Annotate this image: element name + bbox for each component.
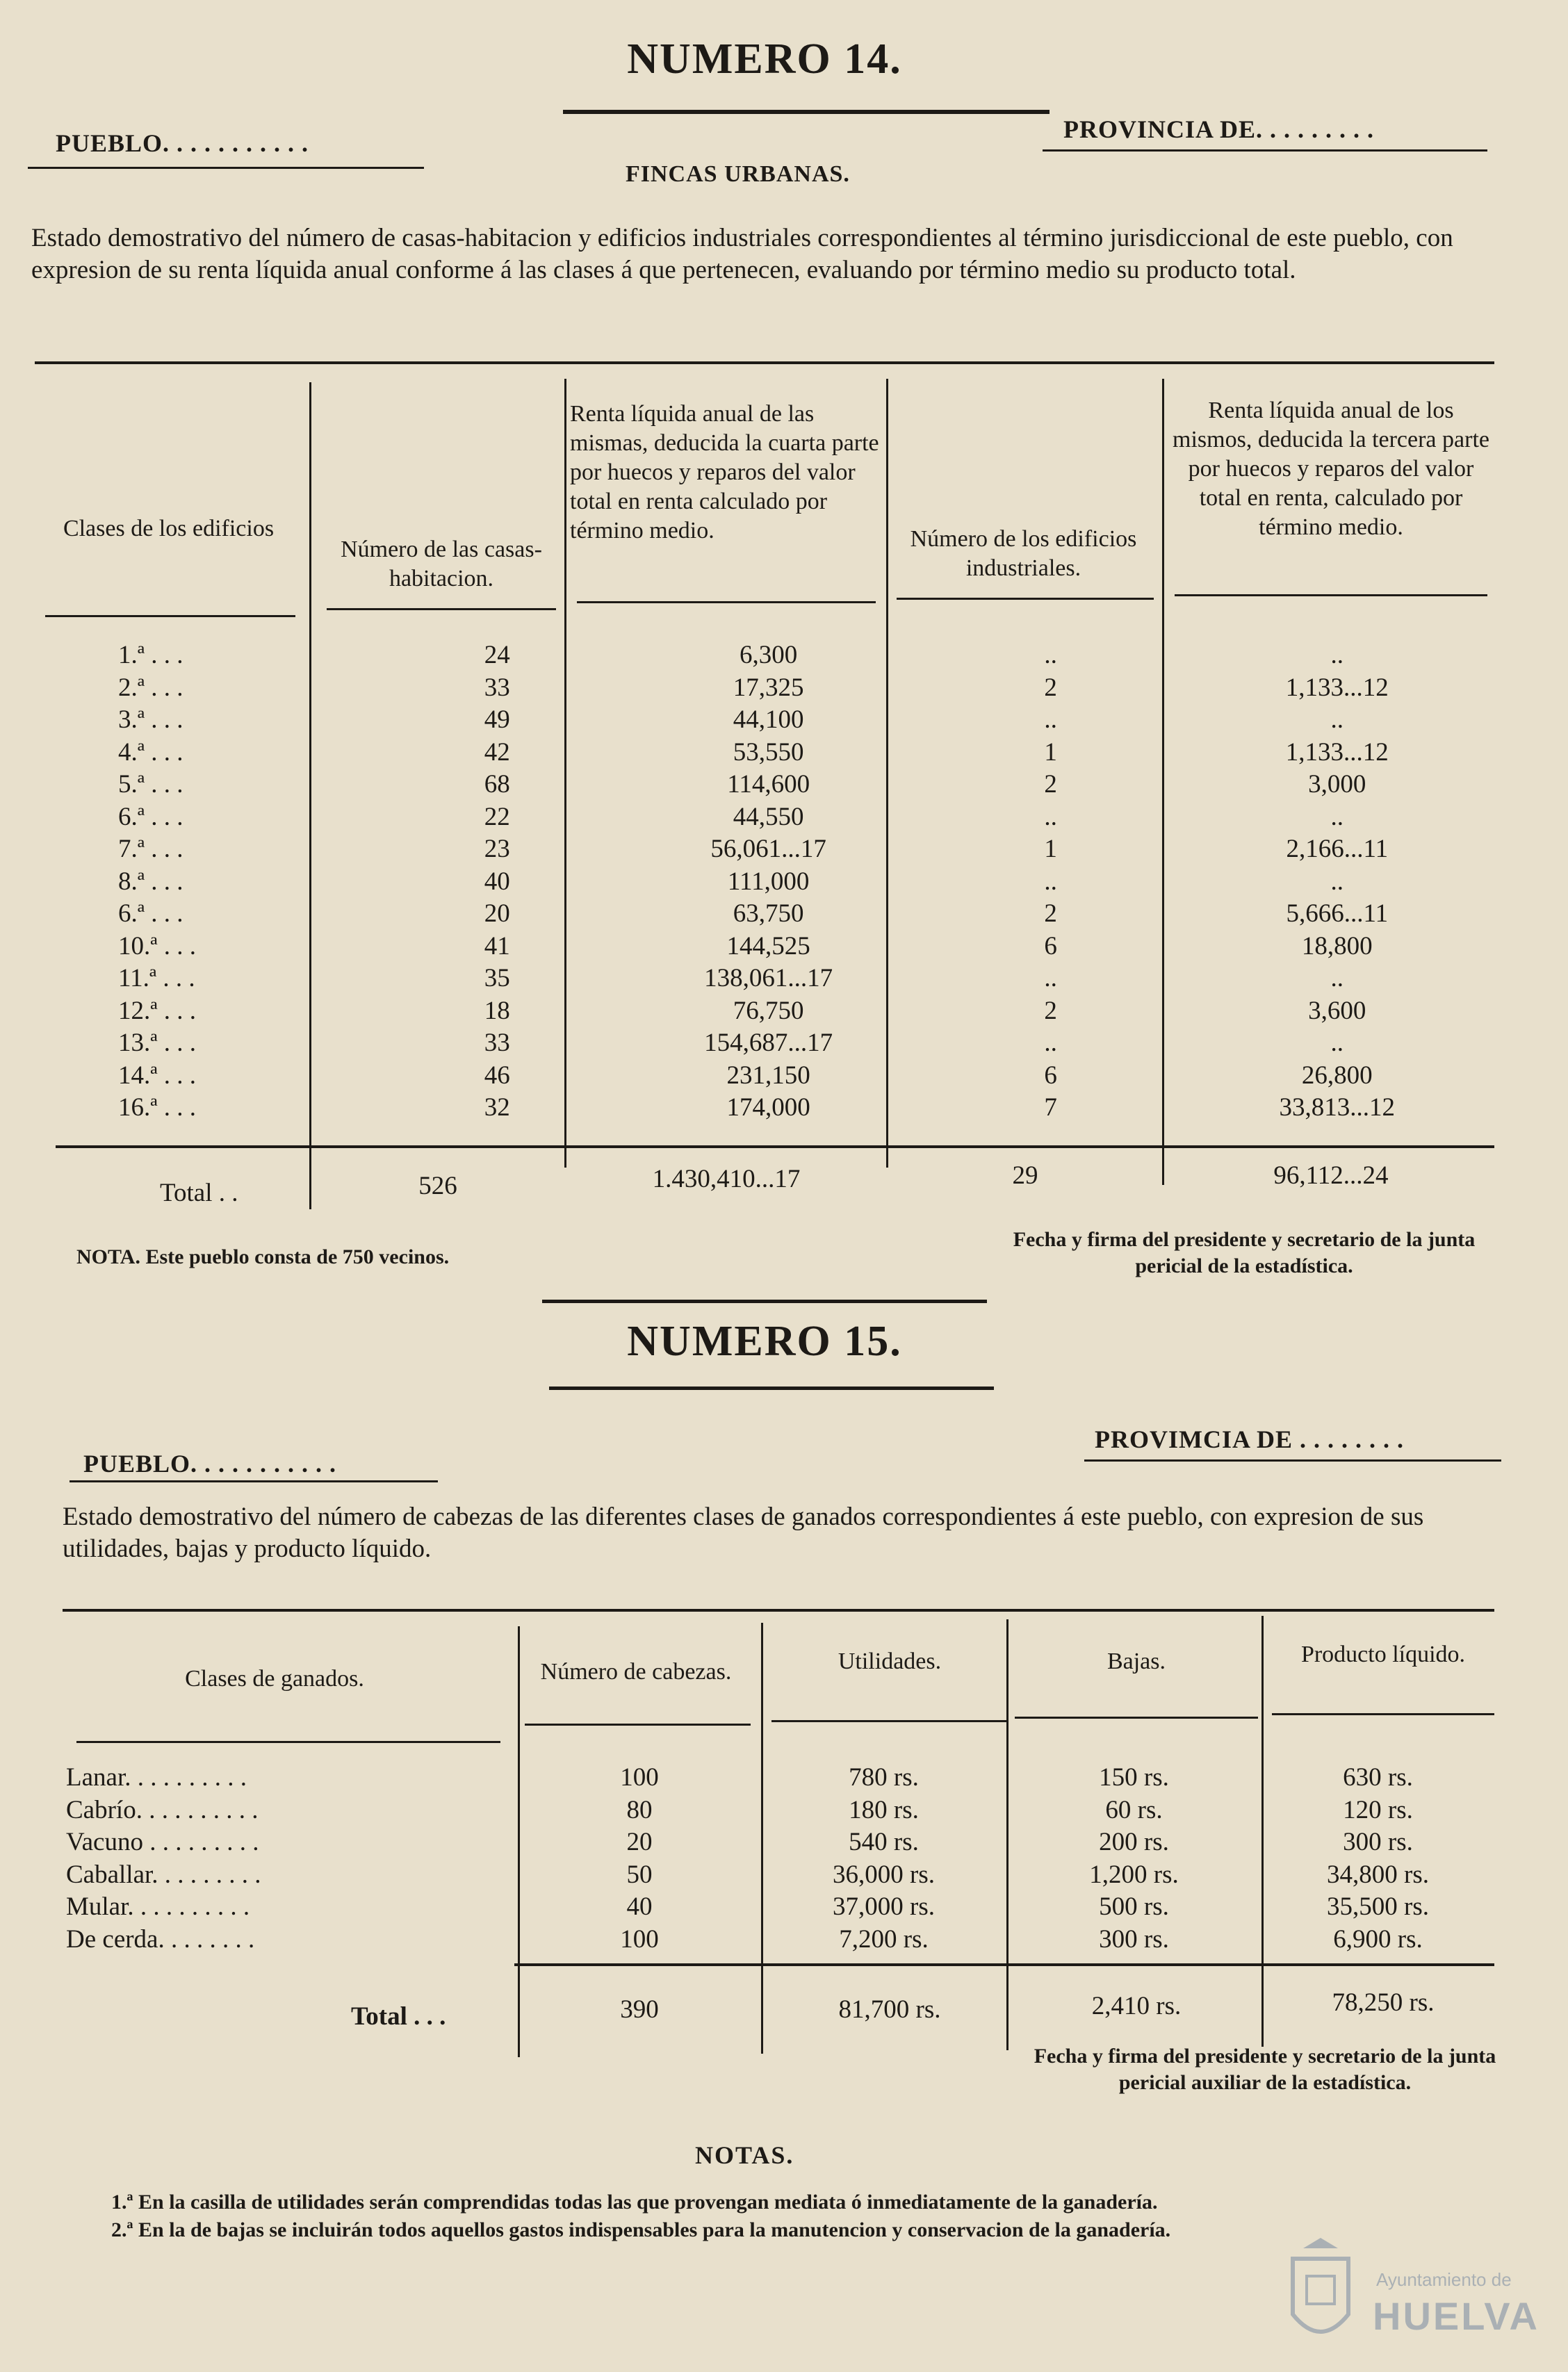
n15-cell-bajas: 200 rs.: [1099, 1828, 1169, 1856]
n15-cell-bajas: 150 rs.: [1099, 1763, 1169, 1792]
n15-cell-producto: 300 rs.: [1343, 1828, 1413, 1856]
n14-cell-renta: 144,525: [726, 931, 810, 960]
n15-nota-1: 1.ª En la casilla de utilidades serán comprendidas todas las que provengan mediata ó inmediatamente de la ganadería.: [111, 2191, 1158, 2214]
n15-cell-cabezas: 100: [620, 1924, 659, 1954]
n14-cell-renta: 6,300: [740, 641, 798, 669]
n14-title-rule: [563, 110, 1050, 114]
n15-cell-utilidades: 37,000 rs.: [833, 1892, 935, 1921]
n15-intro: Estado demostrativo del número de cabezas de las diferentes clases de ganados correspondientes á este pueblo, con expresion de sus utilidades, bajas y producto líquido.: [63, 1503, 1424, 1563]
n14-nota: NOTA. Este pueblo consta de 750 vecinos.: [76, 1245, 450, 1268]
n14-cell-casas: 33: [484, 1029, 510, 1057]
n14-total-casas: 526: [418, 1172, 457, 1200]
n14-cell-casas: 20: [484, 899, 510, 928]
n15-cell-bajas: 1,200 rs.: [1089, 1860, 1179, 1889]
n14-header-underline-3: [577, 601, 876, 603]
n15-cell-cabezas: 50: [626, 1860, 653, 1889]
n15-table-top-rule: [63, 1609, 1494, 1612]
n14-cell-renta-edif: 1,133...12: [1285, 737, 1389, 767]
n15-cell-utilidades: 780 rs.: [849, 1763, 919, 1792]
n14-cell-clase: 14.ª . . .: [118, 1061, 196, 1090]
n14-cell-clase: 7.ª . . .: [118, 835, 183, 863]
n14-cell-casas: 41: [484, 931, 510, 960]
n14-cell-clase: 8.ª . . .: [118, 867, 183, 896]
ayuntamiento-huelva-watermark: [1279, 2238, 1543, 2356]
n15-cell-producto: 6,900 rs.: [1333, 1924, 1423, 1954]
n15-cell-bajas: 500 rs.: [1099, 1892, 1169, 1921]
n14-cell-renta: 154,687...17: [704, 1029, 833, 1057]
n14-header-underline-4: [897, 598, 1154, 600]
n14-cell-edif: 1: [1044, 835, 1057, 863]
n14-cell-renta-edif: 18,800: [1301, 931, 1373, 960]
n14-cell-casas: 18: [484, 996, 510, 1025]
n15-cell-cabezas: 40: [626, 1892, 653, 1921]
n15-header-underline-4: [1015, 1717, 1258, 1719]
n14-cell-edif: ..: [1044, 1029, 1057, 1057]
n15-title-rule-top: [542, 1300, 987, 1303]
n14-table-row: [35, 801, 1494, 834]
n15-cell-clase: Vacuno . . . . . . . . .: [66, 1828, 259, 1856]
n14-total-renta: 1.430,410...17: [652, 1165, 801, 1193]
n14-cell-clase: 10.ª . . .: [118, 931, 196, 960]
n15-title-rule-bottom: [549, 1387, 994, 1390]
n15-nota-2: 2.ª En la de bajas se incluirán todos aquellos gastos indispensables para la manutencion y conservacion de la ganadería.: [111, 2218, 1171, 2241]
n15-cell-producto: 35,500 rs.: [1327, 1892, 1429, 1921]
n14-cell-casas: 46: [484, 1061, 510, 1090]
n14-table-row: [35, 672, 1494, 705]
n15-header-producto: Producto líquido.: [1300, 1642, 1466, 1667]
n15-header-underline-3: [771, 1720, 1008, 1722]
n15-cell-clase: De cerda. . . . . . . .: [66, 1924, 255, 1954]
n14-cell-renta: 53,550: [733, 737, 804, 767]
n14-provincia-label: PROVINCIA DE. . . . . . . . .: [1063, 115, 1375, 143]
n15-table-row: [66, 1924, 1494, 1956]
n14-cell-renta: 111,000: [727, 867, 810, 896]
n14-cell-casas: 24: [484, 641, 510, 669]
n14-cell-casas: 23: [484, 835, 510, 863]
n15-notas-title: NOTAS.: [695, 2141, 794, 2169]
n14-pueblo-rule: [28, 167, 424, 169]
n15-cell-producto: 120 rs.: [1343, 1795, 1413, 1824]
n15-cell-clase: Mular. . . . . . . . . .: [66, 1892, 250, 1921]
n15-table: [66, 1762, 1494, 1956]
n14-cell-edif: 2: [1044, 899, 1057, 928]
n14-cell-edif: 2: [1044, 673, 1057, 702]
n14-table-row: [35, 639, 1494, 672]
n14-table-row: [35, 1060, 1494, 1093]
n15-total-cabezas: 390: [620, 1995, 659, 2024]
n14-intro: Estado demostrativo del número de casas-habitacion y edificios industriales correspondientes al término jurisdiccional de este pueblo, con expresion de su renta líquida anual conforme á las clases á que pertenecen, evaluando por término medio su producto total.: [31, 224, 1453, 284]
n14-cell-clase: 2.ª . . .: [118, 673, 183, 702]
n14-total-renta-edif: 96,112...24: [1273, 1161, 1389, 1190]
n14-cell-edif: 6: [1044, 1061, 1057, 1090]
coat-of-arms-icon: [1279, 2238, 1362, 2356]
n15-cell-producto: 34,800 rs.: [1327, 1860, 1429, 1889]
n15-cell-bajas: 60 rs.: [1105, 1795, 1163, 1824]
n14-table-row: [35, 1027, 1494, 1060]
n15-table-row: [66, 1891, 1494, 1924]
n14-cell-renta-edif: ..: [1330, 867, 1344, 896]
n15-table-row: [66, 1826, 1494, 1859]
n14-table-row: [35, 737, 1494, 769]
n15-provincia-label: PROVIMCIA DE . . . . . . . .: [1095, 1425, 1405, 1453]
n15-cell-cabezas: 20: [626, 1828, 653, 1856]
n14-cell-renta-edif: 26,800: [1301, 1061, 1373, 1090]
watermark-text-1: Ayuntamiento de: [1376, 2269, 1512, 2290]
n15-table-bottom-rule: [514, 1963, 1494, 1966]
n14-table-row: [35, 833, 1494, 866]
n15-cell-utilidades: 7,200 rs.: [839, 1924, 929, 1954]
n14-table-top-rule: [35, 361, 1494, 364]
n14-cell-edif: 6: [1044, 931, 1057, 960]
n14-cell-edif: ..: [1044, 867, 1057, 896]
n14-header-num-casas: Número de las casas-habitacion.: [341, 537, 542, 591]
n14-cell-clase: 11.ª . . .: [118, 964, 195, 992]
n14-header-clases: Clases de los edificios: [63, 516, 275, 541]
n15-header-underline-5: [1272, 1713, 1494, 1715]
n14-cell-casas: 32: [484, 1093, 510, 1122]
n14-cell-renta-edif: ..: [1330, 1029, 1344, 1057]
n15-cell-clase: Lanar. . . . . . . . . .: [66, 1763, 247, 1792]
n14-cell-edif: 7: [1044, 1093, 1057, 1122]
n15-table-row: [66, 1859, 1494, 1892]
n14-fecha: Fecha y firma del presidente y secretario de la junta pericial de la estadística.: [1013, 1228, 1476, 1277]
n14-table-bottom-rule: [56, 1145, 1494, 1148]
n15-header-underline-1: [76, 1741, 500, 1743]
n14-cell-clase: 5.ª . . .: [118, 770, 183, 799]
n14-cell-edif: ..: [1044, 802, 1057, 831]
n14-cell-edif: 2: [1044, 770, 1057, 799]
n14-subtitle: FINCAS URBANAS.: [626, 161, 850, 187]
n14-title: NUMERO 14.: [627, 35, 902, 83]
n14-cell-edif: 1: [1044, 737, 1057, 767]
watermark-text-2: HUELVA: [1373, 2294, 1540, 2338]
n14-table-row: [35, 898, 1494, 931]
n14-table-row: [35, 963, 1494, 995]
n14-cell-renta: 231,150: [726, 1061, 810, 1090]
n15-total-bajas: 2,410 rs.: [1091, 1992, 1182, 2020]
n14-cell-renta: 63,750: [733, 899, 804, 928]
n14-cell-renta-edif: 3,000: [1308, 770, 1366, 799]
n14-cell-clase: 4.ª . . .: [118, 737, 183, 767]
n14-cell-edif: ..: [1044, 964, 1057, 992]
n14-header-num-edificios: Número de los edificios industriales.: [910, 526, 1137, 581]
n14-header-underline-1: [45, 615, 295, 617]
n14-header-underline-5: [1175, 594, 1487, 596]
n14-cell-renta-edif: ..: [1330, 802, 1344, 831]
n15-provincia-rule: [1084, 1459, 1501, 1462]
n14-pueblo-label: PUEBLO. . . . . . . . . . .: [56, 129, 309, 157]
n14-cell-renta: 138,061...17: [704, 964, 833, 992]
n14-cell-edif: ..: [1044, 705, 1057, 734]
n15-cell-utilidades: 180 rs.: [849, 1795, 919, 1824]
n15-table-row: [66, 1762, 1494, 1794]
n15-total-utilidades: 81,700 rs.: [838, 1995, 941, 2024]
n15-cell-utilidades: 540 rs.: [849, 1828, 919, 1856]
n15-pueblo-label: PUEBLO. . . . . . . . . . .: [83, 1450, 337, 1478]
n15-cell-bajas: 300 rs.: [1099, 1924, 1169, 1954]
n14-cell-clase: 6.ª . . .: [118, 802, 183, 831]
n14-total-edif: 29: [1012, 1161, 1038, 1190]
n14-header-renta-edificios: Renta líquida anual de los mismos, deducida la tercera parte por huecos y reparos del valor total en renta, calculado por término medio.: [1173, 398, 1489, 540]
n15-header-underline-2: [525, 1724, 751, 1726]
n14-cell-clase: 16.ª . . .: [118, 1093, 196, 1122]
n14-cell-clase: 13.ª . . .: [118, 1029, 196, 1057]
n15-table-row: [66, 1794, 1494, 1827]
n14-cell-renta: 114,600: [727, 770, 810, 799]
n14-cell-renta-edif: 5,666...11: [1286, 899, 1389, 928]
n15-cell-cabezas: 100: [620, 1763, 659, 1792]
n14-cell-casas: 68: [484, 770, 510, 799]
n14-cell-renta: 44,550: [733, 802, 804, 831]
n15-header-cabezas: Número de cabezas.: [540, 1659, 732, 1685]
n14-cell-casas: 22: [484, 802, 510, 831]
n15-cell-clase: Cabrío. . . . . . . . . .: [66, 1795, 259, 1824]
n14-table-row: [35, 866, 1494, 899]
n14-cell-renta-edif: 1,133...12: [1285, 673, 1389, 702]
n14-cell-edif: ..: [1044, 641, 1057, 669]
n14-table-row: [35, 704, 1494, 737]
n14-cell-casas: 42: [484, 737, 510, 767]
n14-cell-clase: 3.ª . . .: [118, 705, 183, 734]
n14-cell-clase: 1.ª . . .: [118, 641, 183, 669]
n15-title: NUMERO 15.: [627, 1318, 902, 1365]
n15-fecha: Fecha y firma del presidente y secretario de la junta pericial auxiliar de la estadística.: [1034, 2045, 1496, 2094]
n15-cell-clase: Caballar. . . . . . . . .: [66, 1860, 261, 1889]
n14-cell-casas: 49: [484, 705, 510, 734]
n14-cell-renta-edif: 33,813...12: [1279, 1093, 1396, 1122]
n15-header-clases: Clases de ganados.: [185, 1666, 364, 1692]
n14-table: [35, 639, 1494, 1124]
n14-cell-renta: 17,325: [733, 673, 804, 702]
n14-cell-renta-edif: ..: [1330, 705, 1344, 734]
n14-cell-renta-edif: ..: [1330, 641, 1344, 669]
n15-pueblo-rule: [70, 1480, 438, 1482]
n14-cell-clase: 12.ª . . .: [118, 996, 196, 1025]
n14-cell-casas: 33: [484, 673, 510, 702]
n14-provincia-rule: [1043, 149, 1487, 152]
n15-cell-producto: 630 rs.: [1343, 1763, 1413, 1792]
n14-cell-edif: 2: [1044, 996, 1057, 1025]
n14-cell-renta: 44,100: [733, 705, 804, 734]
n14-table-row: [35, 995, 1494, 1028]
n14-cell-casas: 35: [484, 964, 510, 992]
n14-table-row: [35, 931, 1494, 963]
n15-total-label: Total . . .: [351, 2002, 446, 2031]
n15-cell-cabezas: 80: [626, 1795, 653, 1824]
n14-cell-renta-edif: 2,166...11: [1286, 835, 1389, 863]
n14-cell-casas: 40: [484, 867, 510, 896]
n14-header-renta-casas: Renta líquida anual de las mismas, deducida la cuarta parte por huecos y reparos del valor total en renta calculado por término medio.: [570, 401, 879, 543]
n15-total-producto: 78,250 rs.: [1332, 1988, 1435, 2017]
n14-cell-clase: 6.ª . . .: [118, 899, 183, 928]
n14-table-row: [35, 769, 1494, 801]
n15-header-bajas: Bajas.: [1106, 1649, 1166, 1674]
n14-table-row: [35, 1092, 1494, 1124]
n14-cell-renta: 76,750: [733, 996, 804, 1025]
n15-header-utilidades: Utilidades.: [838, 1649, 942, 1674]
n15-cell-utilidades: 36,000 rs.: [833, 1860, 935, 1889]
n14-cell-renta: 56,061...17: [710, 835, 826, 863]
n14-cell-renta: 174,000: [726, 1093, 810, 1122]
n14-cell-renta-edif: 3,600: [1308, 996, 1366, 1025]
n14-cell-renta-edif: ..: [1330, 964, 1344, 992]
n14-total-label: Total . .: [160, 1179, 238, 1207]
n14-header-underline-2: [327, 608, 556, 610]
